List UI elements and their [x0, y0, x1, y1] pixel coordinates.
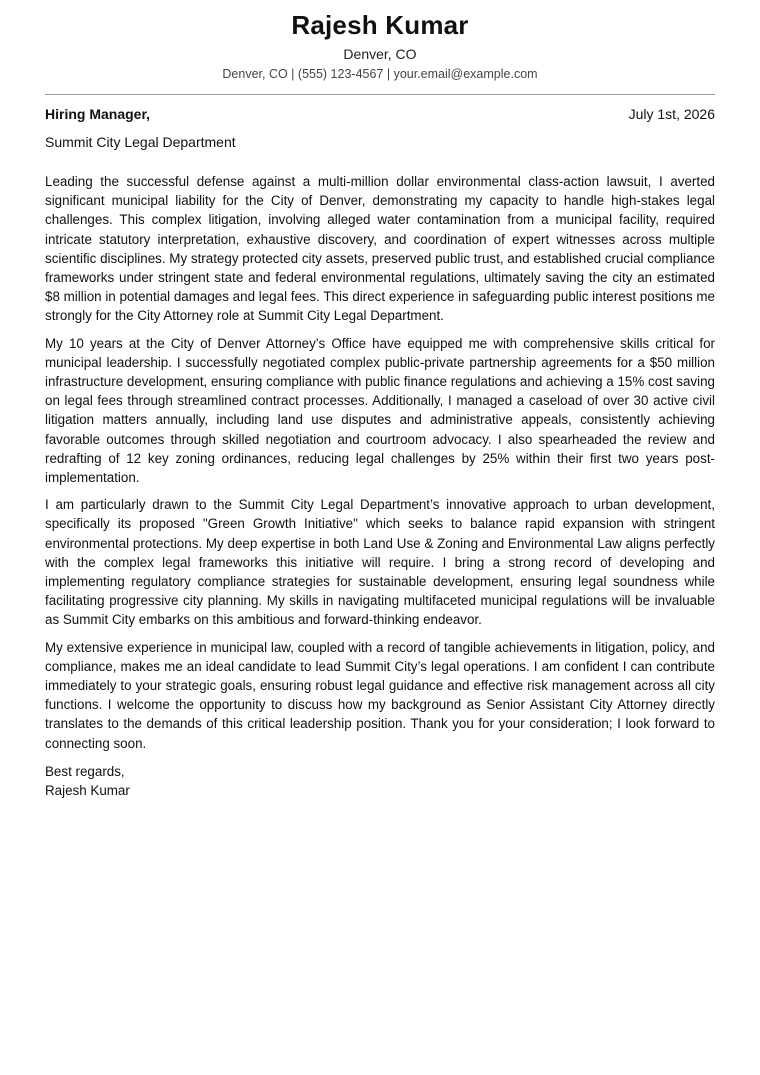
body-paragraph-2: My 10 years at the City of Denver Attorney’s Office have equipped me with comprehensive skills critical for municipal leadership. I successfully negotiated complex public-private partnership agreements for a $50 million infrastructure development, ensuring compliance with public finance regulations and achieving a 15% cost saving on legal fees through streamlined contract processes. Additionally, I managed a caseload of over 30 active civil litigation matters annually, including land use disputes and administrative appeals, consistently achieving favorable outcomes through skilled negotiation and courtroom advocacy. I also spearheaded the review and redrafting of 12 key zoning ordinances, reducing legal challenges by 25% within their first two years post-implementation.: [45, 335, 715, 486]
body-paragraph-1: Leading the successful defense against a multi-million dollar environmental class-action lawsuit, I averted significant municipal liability for the City of Denver, demonstrating my capacity to handle high-stakes legal challenges. This complex litigation, involving alleged water contamination from a municipal facility, required intricate statutory interpretation, exhaustive discovery, and coordination of expert witnesses across multiple scientific disciplines. My strategy protected city assets, preserved public trust, and established crucial compliance frameworks under stringent state and federal environmental regulations, ultimately saving the city an estimated $8 million in potential damages and legal fees. This direct experience in safeguarding public interest positions me strongly for the City Attorney role at Summit City Legal Department.: [45, 174, 715, 324]
letter-date: July 1st, 2026: [628, 106, 715, 122]
recipient-salutation: Hiring Manager,: [45, 106, 151, 122]
signature-name: Rajesh Kumar: [45, 783, 130, 799]
recipient-department: Summit City Legal Department: [45, 134, 236, 150]
applicant-name: Rajesh Kumar: [291, 10, 469, 40]
letter-header: [45, 0, 715, 83]
applicant-location: Denver, CO: [343, 46, 417, 62]
letter-body: [45, 172, 715, 753]
body-paragraph-4: My extensive experience in municipal law, coupled with a record of tangible achievements in litigation, policy, and compliance, makes me an ideal candidate to lead Summit City’s legal operations. I am confident I can contribute immediately to your strategic goals, ensuring robust legal guidance and effective risk management across all city functions. I welcome the opportunity to discuss how my background as Senior Assistant City Attorney directly translates to the demands of this critical leadership position. Thank you for your consideration; I look forward to connecting soon.: [45, 639, 715, 751]
body-paragraph-3: I am particularly drawn to the Summit City Legal Department’s innovative approach to urban development, specifically its proposed "Green Growth Initiative" which seeks to balance rapid expansion with stringent environmental protections. My deep expertise in both Land Use & Zoning and Environmental Law aligns perfectly with the complex legal frameworks this initiative will require. I bring a strong record of developing and implementing regulatory compliance strategies for sustainable development, ensuring legal soundness while facilitating progressive city planning. My skills in navigating multifaceted municipal regulations will be invaluable as Summit City embarks on this ambitious and forward-thinking endeavor.: [45, 497, 715, 628]
applicant-contact-line: Denver, CO | (555) 123-4567 | your.email@example.com: [222, 67, 538, 81]
letter-closing-block: [45, 762, 715, 800]
recipient-date-row: [45, 105, 715, 124]
closing-phrase: Best regards,: [45, 763, 125, 779]
header-divider: [45, 94, 715, 95]
